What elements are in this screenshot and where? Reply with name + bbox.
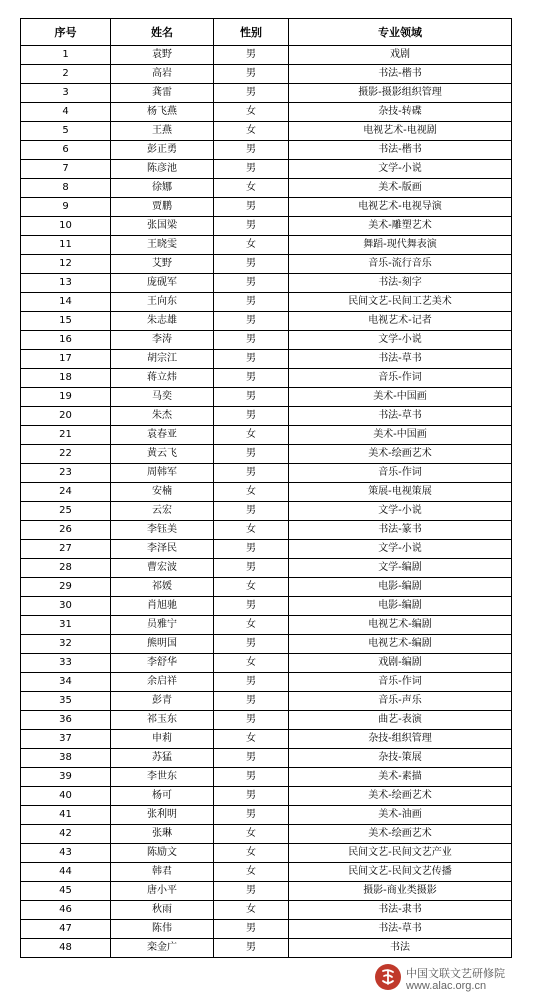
cell-name: 王向东 xyxy=(111,293,214,312)
cell-index: 10 xyxy=(21,217,111,236)
cell-field: 书法-刻字 xyxy=(289,274,512,293)
cell-name: 李钰美 xyxy=(111,521,214,540)
cell-index: 36 xyxy=(21,711,111,730)
cell-gender: 男 xyxy=(214,141,289,160)
cell-index: 4 xyxy=(21,103,111,122)
table-row xyxy=(21,939,512,958)
cell-field: 民间文艺-民间工艺美术 xyxy=(289,293,512,312)
cell-gender: 男 xyxy=(214,293,289,312)
cell-index: 26 xyxy=(21,521,111,540)
cell-gender: 女 xyxy=(214,521,289,540)
cell-gender: 女 xyxy=(214,844,289,863)
cell-name: 彭青 xyxy=(111,692,214,711)
cell-index: 22 xyxy=(21,445,111,464)
cell-index: 1 xyxy=(21,46,111,65)
cell-gender: 男 xyxy=(214,749,289,768)
table-row xyxy=(21,369,512,388)
cell-gender: 男 xyxy=(214,502,289,521)
cell-name: 杨飞燕 xyxy=(111,103,214,122)
cell-field: 摄影-摄影组织管理 xyxy=(289,84,512,103)
cell-name: 张利明 xyxy=(111,806,214,825)
table-row xyxy=(21,578,512,597)
cell-name: 贾鹏 xyxy=(111,198,214,217)
table-row xyxy=(21,863,512,882)
table-row xyxy=(21,559,512,578)
cell-gender: 男 xyxy=(214,939,289,958)
table-row xyxy=(21,46,512,65)
cell-gender: 男 xyxy=(214,312,289,331)
header-gender: 性别 xyxy=(214,19,289,46)
table-row xyxy=(21,882,512,901)
cell-name: 员雅宁 xyxy=(111,616,214,635)
cell-gender: 男 xyxy=(214,84,289,103)
cell-field: 书法-草书 xyxy=(289,407,512,426)
cell-name: 李泽民 xyxy=(111,540,214,559)
cell-gender: 男 xyxy=(214,388,289,407)
cell-field: 文学-小说 xyxy=(289,540,512,559)
table-row xyxy=(21,768,512,787)
cell-index: 28 xyxy=(21,559,111,578)
cell-field: 杂技-组织管理 xyxy=(289,730,512,749)
cell-name: 肖旭驰 xyxy=(111,597,214,616)
cell-index: 7 xyxy=(21,160,111,179)
cell-name: 杨可 xyxy=(111,787,214,806)
cell-field: 美术-雕塑艺术 xyxy=(289,217,512,236)
cell-index: 32 xyxy=(21,635,111,654)
cell-name: 苏猛 xyxy=(111,749,214,768)
cell-index: 17 xyxy=(21,350,111,369)
cell-name: 胡宗江 xyxy=(111,350,214,369)
cell-gender: 女 xyxy=(214,122,289,141)
table-row xyxy=(21,84,512,103)
cell-index: 13 xyxy=(21,274,111,293)
roster-table xyxy=(20,18,512,958)
cell-gender: 男 xyxy=(214,711,289,730)
cell-index: 23 xyxy=(21,464,111,483)
cell-gender: 男 xyxy=(214,198,289,217)
cell-field: 文学-小说 xyxy=(289,160,512,179)
table-row xyxy=(21,673,512,692)
cell-gender: 男 xyxy=(214,673,289,692)
cell-index: 27 xyxy=(21,540,111,559)
table-row xyxy=(21,65,512,84)
cell-field: 电视艺术-编剧 xyxy=(289,616,512,635)
cell-name: 黄云飞 xyxy=(111,445,214,464)
cell-field: 杂技-策展 xyxy=(289,749,512,768)
cell-name: 陈彦池 xyxy=(111,160,214,179)
cell-gender: 女 xyxy=(214,730,289,749)
cell-name: 王晓雯 xyxy=(111,236,214,255)
cell-field: 书法-楷书 xyxy=(289,141,512,160)
cell-field: 美术-中国画 xyxy=(289,426,512,445)
cell-gender: 女 xyxy=(214,426,289,445)
cell-index: 16 xyxy=(21,331,111,350)
cell-gender: 男 xyxy=(214,920,289,939)
table-header-row xyxy=(21,19,512,46)
cell-index: 9 xyxy=(21,198,111,217)
cell-field: 策展-电视策展 xyxy=(289,483,512,502)
cell-name: 朱志雄 xyxy=(111,312,214,331)
table-body xyxy=(21,46,512,958)
cell-index: 24 xyxy=(21,483,111,502)
cell-name: 秋雨 xyxy=(111,901,214,920)
cell-field: 电视艺术-电视导演 xyxy=(289,198,512,217)
cell-index: 11 xyxy=(21,236,111,255)
cell-index: 5 xyxy=(21,122,111,141)
roster-table-container xyxy=(20,18,511,958)
cell-field: 音乐-声乐 xyxy=(289,692,512,711)
table-row xyxy=(21,179,512,198)
cell-gender: 男 xyxy=(214,274,289,293)
table-row xyxy=(21,483,512,502)
table-row xyxy=(21,255,512,274)
cell-index: 34 xyxy=(21,673,111,692)
cell-gender: 男 xyxy=(214,540,289,559)
cell-name: 高岩 xyxy=(111,65,214,84)
cell-name: 龚雷 xyxy=(111,84,214,103)
cell-gender: 女 xyxy=(214,483,289,502)
cell-field: 电视艺术-电视剧 xyxy=(289,122,512,141)
cell-field: 音乐-作词 xyxy=(289,369,512,388)
table-row xyxy=(21,825,512,844)
table-row xyxy=(21,540,512,559)
cell-gender: 男 xyxy=(214,350,289,369)
cell-field: 书法-篆书 xyxy=(289,521,512,540)
table-row xyxy=(21,122,512,141)
cell-index: 46 xyxy=(21,901,111,920)
cell-gender: 女 xyxy=(214,901,289,920)
cell-field: 书法 xyxy=(289,939,512,958)
cell-field: 美术-素描 xyxy=(289,768,512,787)
cell-gender: 男 xyxy=(214,882,289,901)
cell-field: 曲艺-表演 xyxy=(289,711,512,730)
cell-name: 申莉 xyxy=(111,730,214,749)
table-row xyxy=(21,920,512,939)
table-row xyxy=(21,502,512,521)
cell-field: 戏剧 xyxy=(289,46,512,65)
table-row xyxy=(21,407,512,426)
cell-gender: 男 xyxy=(214,787,289,806)
cell-index: 19 xyxy=(21,388,111,407)
cell-name: 祁媛 xyxy=(111,578,214,597)
cell-field: 美术-绘画艺术 xyxy=(289,445,512,464)
cell-index: 6 xyxy=(21,141,111,160)
cell-index: 41 xyxy=(21,806,111,825)
header-field: 专业领域 xyxy=(289,19,512,46)
table-row xyxy=(21,198,512,217)
cell-gender: 女 xyxy=(214,179,289,198)
table-row xyxy=(21,141,512,160)
table-row xyxy=(21,331,512,350)
table-row xyxy=(21,654,512,673)
cell-gender: 男 xyxy=(214,160,289,179)
cell-gender: 男 xyxy=(214,65,289,84)
cell-gender: 女 xyxy=(214,616,289,635)
cell-field: 戏剧-编剧 xyxy=(289,654,512,673)
cell-index: 35 xyxy=(21,692,111,711)
cell-index: 37 xyxy=(21,730,111,749)
cell-gender: 男 xyxy=(214,692,289,711)
cell-index: 29 xyxy=(21,578,111,597)
cell-name: 周韩军 xyxy=(111,464,214,483)
cell-index: 31 xyxy=(21,616,111,635)
cell-name: 曹宏波 xyxy=(111,559,214,578)
cell-gender: 女 xyxy=(214,578,289,597)
cell-name: 余启祥 xyxy=(111,673,214,692)
table-row xyxy=(21,711,512,730)
cell-name: 唐小平 xyxy=(111,882,214,901)
cell-name: 韩君 xyxy=(111,863,214,882)
cell-index: 18 xyxy=(21,369,111,388)
cell-name: 云宏 xyxy=(111,502,214,521)
cell-index: 2 xyxy=(21,65,111,84)
cell-name: 栾金广 xyxy=(111,939,214,958)
cell-name: 李世东 xyxy=(111,768,214,787)
cell-name: 张国梁 xyxy=(111,217,214,236)
cell-index: 40 xyxy=(21,787,111,806)
cell-gender: 女 xyxy=(214,236,289,255)
cell-gender: 女 xyxy=(214,103,289,122)
table-row xyxy=(21,787,512,806)
cell-gender: 女 xyxy=(214,654,289,673)
cell-gender: 男 xyxy=(214,806,289,825)
cell-index: 30 xyxy=(21,597,111,616)
cell-index: 43 xyxy=(21,844,111,863)
table-row xyxy=(21,901,512,920)
cell-name: 庞砚军 xyxy=(111,274,214,293)
cell-gender: 女 xyxy=(214,863,289,882)
table-row xyxy=(21,160,512,179)
cell-gender: 男 xyxy=(214,445,289,464)
table-row xyxy=(21,521,512,540)
cell-index: 48 xyxy=(21,939,111,958)
cell-name: 熊明国 xyxy=(111,635,214,654)
cell-field: 电影-编剧 xyxy=(289,597,512,616)
seal-logo-icon xyxy=(375,964,401,990)
cell-index: 25 xyxy=(21,502,111,521)
cell-field: 书法-草书 xyxy=(289,350,512,369)
cell-name: 马奕 xyxy=(111,388,214,407)
cell-name: 陈伟 xyxy=(111,920,214,939)
watermark-org-name: 中国文联文艺研修院 xyxy=(406,967,505,980)
table-row xyxy=(21,597,512,616)
table-row xyxy=(21,635,512,654)
table-row xyxy=(21,616,512,635)
cell-field: 民间文艺-民间文艺产业 xyxy=(289,844,512,863)
cell-field: 书法-楷书 xyxy=(289,65,512,84)
cell-name: 王燕 xyxy=(111,122,214,141)
cell-gender: 男 xyxy=(214,597,289,616)
cell-field: 文学-小说 xyxy=(289,502,512,521)
cell-name: 彭正勇 xyxy=(111,141,214,160)
cell-field: 美术-绘画艺术 xyxy=(289,787,512,806)
table-row xyxy=(21,274,512,293)
cell-gender: 男 xyxy=(214,255,289,274)
cell-name: 徐娜 xyxy=(111,179,214,198)
cell-gender: 男 xyxy=(214,407,289,426)
cell-field: 杂技-转碟 xyxy=(289,103,512,122)
cell-index: 47 xyxy=(21,920,111,939)
cell-field: 书法-草书 xyxy=(289,920,512,939)
cell-gender: 男 xyxy=(214,369,289,388)
table-row xyxy=(21,312,512,331)
cell-name: 袁野 xyxy=(111,46,214,65)
cell-gender: 男 xyxy=(214,217,289,236)
cell-field: 美术-中国画 xyxy=(289,388,512,407)
watermark-url: www.alac.org.cn xyxy=(406,980,487,992)
cell-name: 陈励文 xyxy=(111,844,214,863)
cell-index: 42 xyxy=(21,825,111,844)
table-row xyxy=(21,844,512,863)
cell-gender: 男 xyxy=(214,635,289,654)
cell-index: 45 xyxy=(21,882,111,901)
cell-gender: 男 xyxy=(214,559,289,578)
cell-index: 20 xyxy=(21,407,111,426)
cell-index: 15 xyxy=(21,312,111,331)
table-row xyxy=(21,426,512,445)
cell-index: 39 xyxy=(21,768,111,787)
cell-field: 美术-油画 xyxy=(289,806,512,825)
cell-gender: 女 xyxy=(214,825,289,844)
cell-index: 12 xyxy=(21,255,111,274)
cell-name: 袁春亚 xyxy=(111,426,214,445)
table-row xyxy=(21,236,512,255)
table-row xyxy=(21,293,512,312)
header-index: 序号 xyxy=(21,19,111,46)
cell-field: 音乐-流行音乐 xyxy=(289,255,512,274)
cell-field: 舞蹈-现代舞表演 xyxy=(289,236,512,255)
header-name: 姓名 xyxy=(111,19,214,46)
cell-index: 8 xyxy=(21,179,111,198)
cell-index: 14 xyxy=(21,293,111,312)
cell-gender: 男 xyxy=(214,331,289,350)
cell-name: 祁玉东 xyxy=(111,711,214,730)
cell-field: 文学-编剧 xyxy=(289,559,512,578)
table-row xyxy=(21,350,512,369)
table-row xyxy=(21,103,512,122)
table-row xyxy=(21,464,512,483)
cell-name: 李舒华 xyxy=(111,654,214,673)
cell-index: 21 xyxy=(21,426,111,445)
table-row xyxy=(21,692,512,711)
cell-field: 摄影-商业类摄影 xyxy=(289,882,512,901)
cell-field: 民间文艺-民间文艺传播 xyxy=(289,863,512,882)
cell-field: 文学-小说 xyxy=(289,331,512,350)
table-row xyxy=(21,217,512,236)
cell-field: 电视艺术-编剧 xyxy=(289,635,512,654)
table-row xyxy=(21,806,512,825)
cell-name: 艾野 xyxy=(111,255,214,274)
cell-index: 3 xyxy=(21,84,111,103)
cell-gender: 男 xyxy=(214,464,289,483)
table-row xyxy=(21,730,512,749)
cell-field: 音乐-作词 xyxy=(289,673,512,692)
cell-field: 电视艺术-记者 xyxy=(289,312,512,331)
table-row xyxy=(21,445,512,464)
cell-name: 张琳 xyxy=(111,825,214,844)
cell-index: 33 xyxy=(21,654,111,673)
table-row xyxy=(21,749,512,768)
cell-field: 音乐-作词 xyxy=(289,464,512,483)
cell-field: 电影-编剧 xyxy=(289,578,512,597)
cell-name: 安楠 xyxy=(111,483,214,502)
watermark xyxy=(375,958,525,998)
cell-field: 美术-版画 xyxy=(289,179,512,198)
cell-gender: 男 xyxy=(214,46,289,65)
cell-name: 蒋立炜 xyxy=(111,369,214,388)
cell-name: 朱杰 xyxy=(111,407,214,426)
table-row xyxy=(21,388,512,407)
cell-field: 书法-隶书 xyxy=(289,901,512,920)
cell-field: 美术-绘画艺术 xyxy=(289,825,512,844)
cell-gender: 男 xyxy=(214,768,289,787)
cell-name: 李涛 xyxy=(111,331,214,350)
cell-index: 44 xyxy=(21,863,111,882)
cell-index: 38 xyxy=(21,749,111,768)
